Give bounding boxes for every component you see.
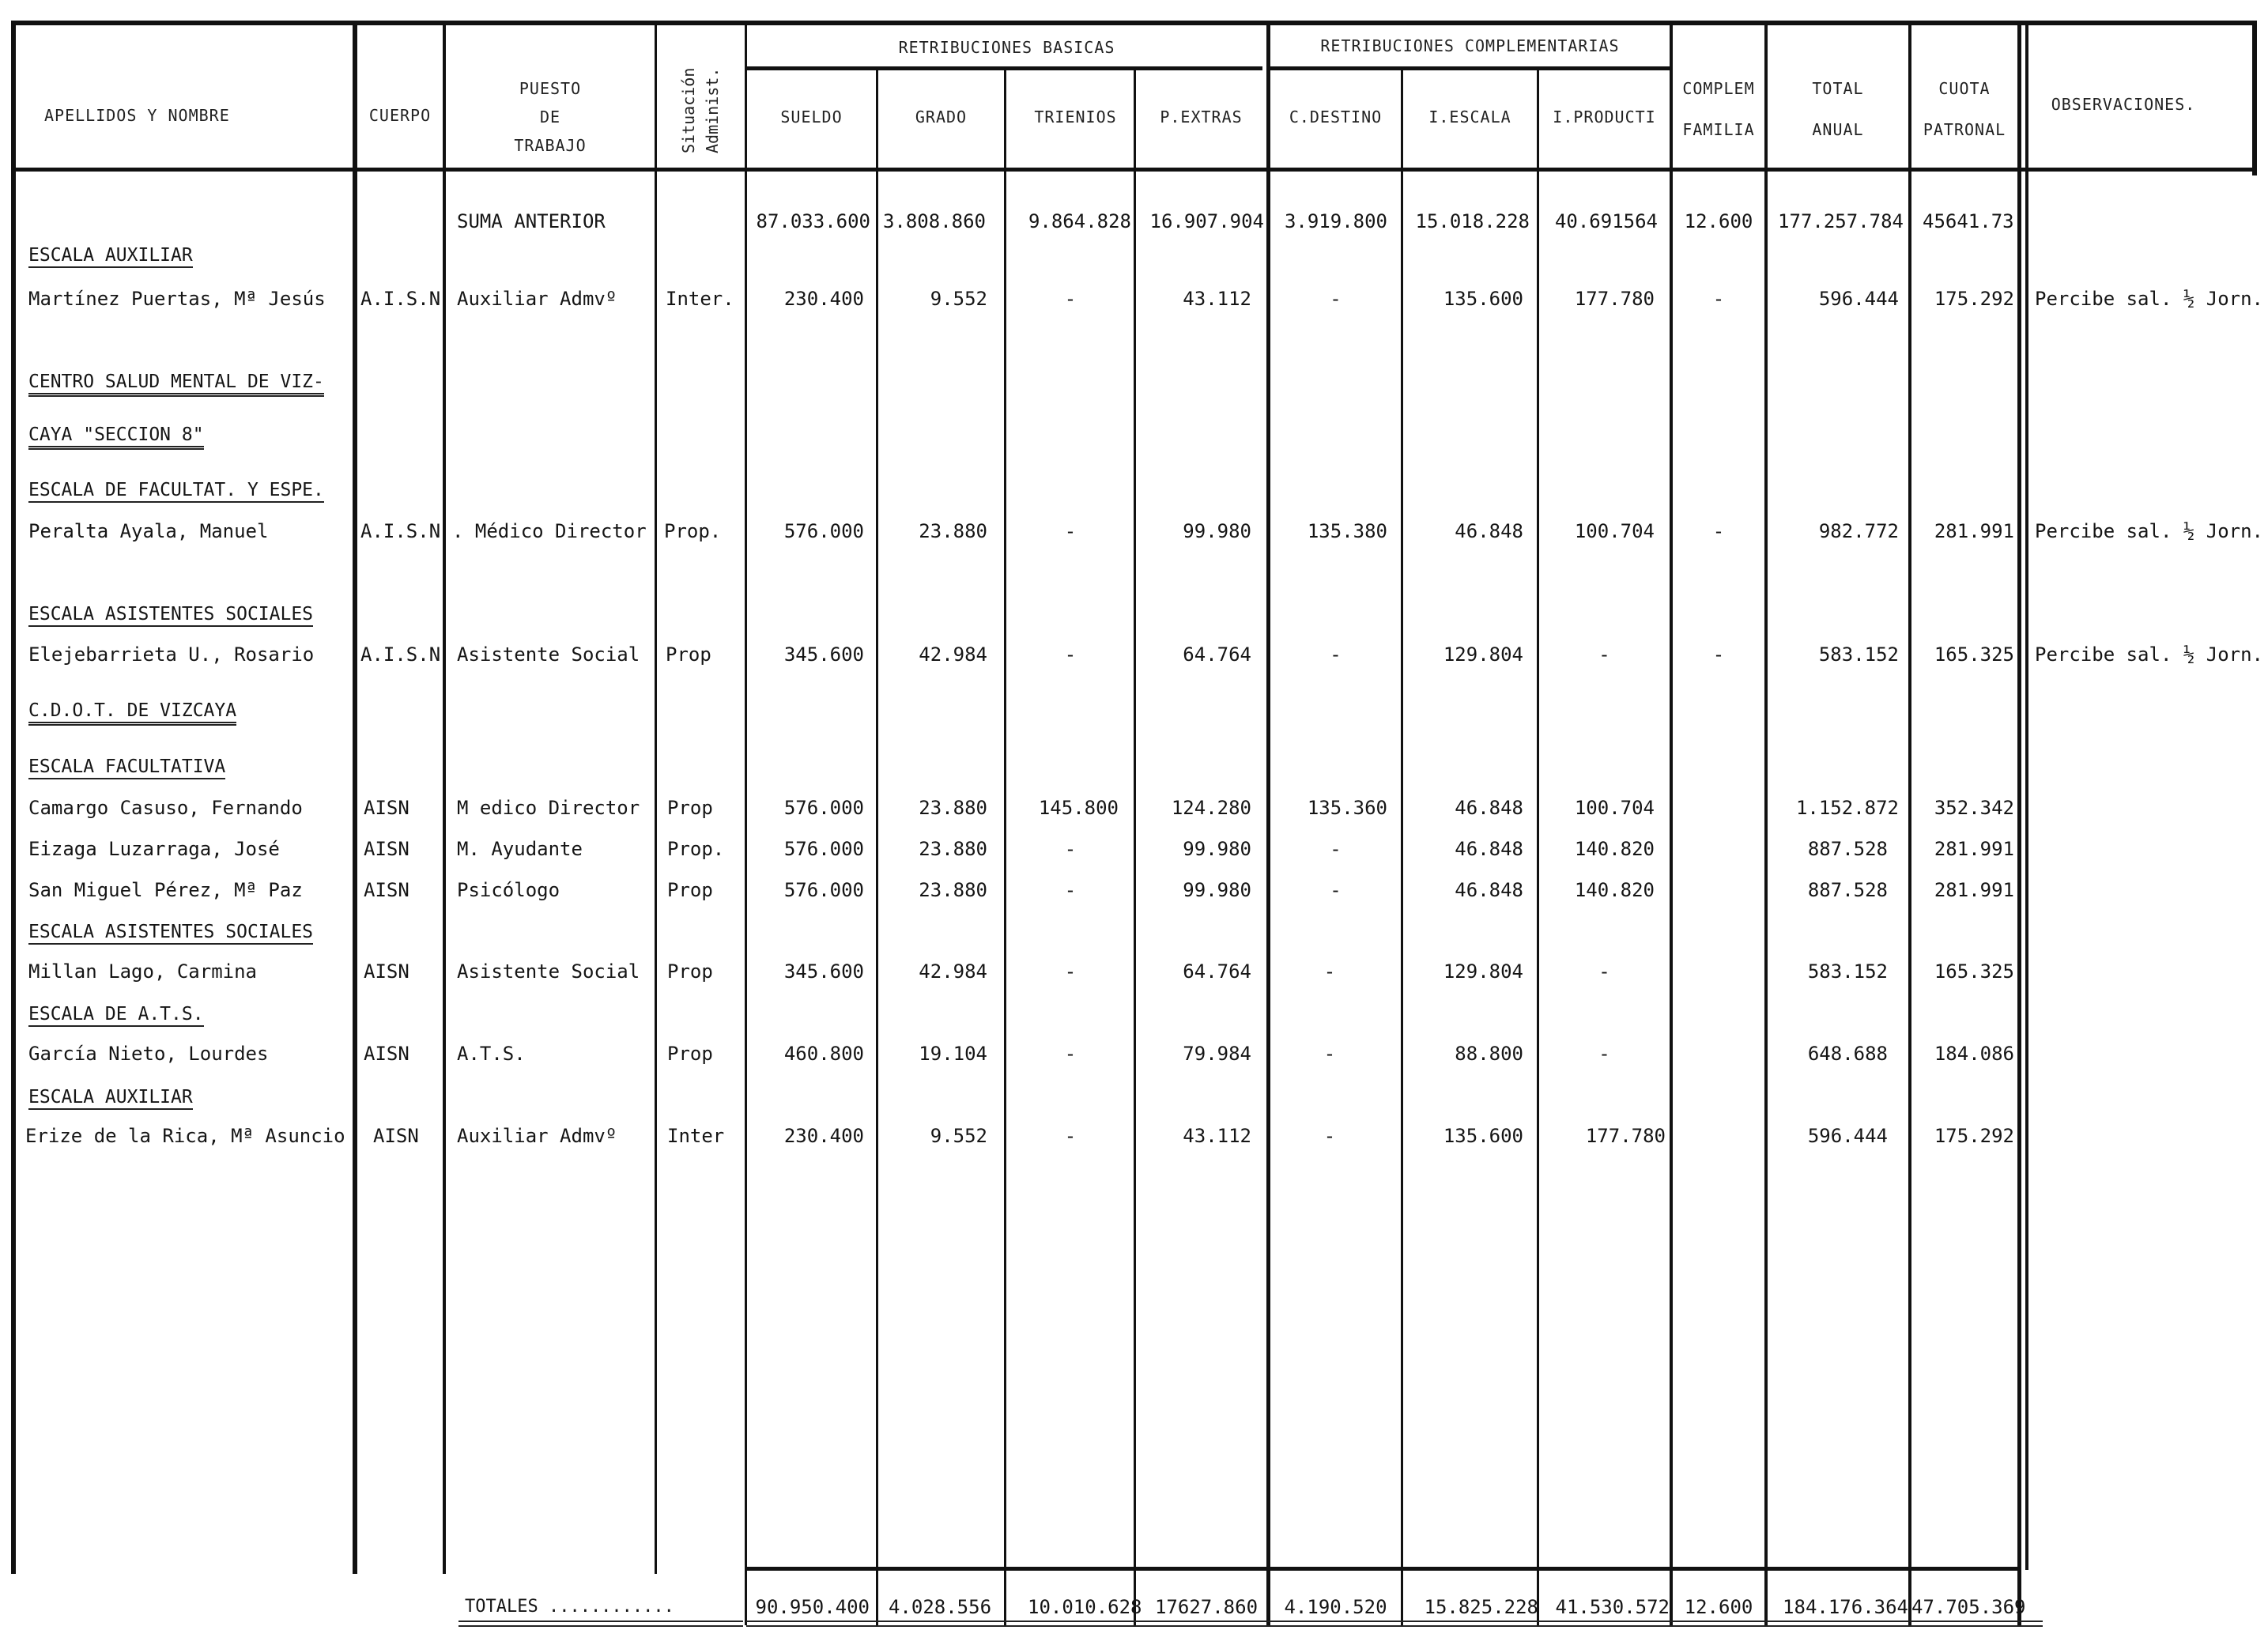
- cell-total: 596.444: [1818, 288, 1899, 310]
- cell-cdestino: -: [1330, 838, 1342, 860]
- table-row: [0, 833, 2268, 865]
- cell-grado: 23.880: [919, 797, 987, 819]
- cell-cuerpo: AISN: [364, 838, 409, 860]
- cell-iproductividad: -: [1598, 1043, 1610, 1065]
- cell-pextras: 43.112: [1183, 288, 1251, 310]
- cell-puesto: . Médico Director: [452, 520, 647, 542]
- header-cdestino: C.DESTINO: [1289, 108, 1383, 126]
- cell-observaciones: [2035, 1120, 2264, 1152]
- cell-observaciones: [2035, 1038, 2264, 1070]
- cell-sueldo: 230.400: [783, 288, 864, 310]
- cell-puesto: Auxiliar Admvº: [457, 1125, 617, 1147]
- cell-observaciones: [2035, 874, 2264, 906]
- cell-cuerpo: A.I.S.N: [360, 643, 441, 666]
- section-escala-facultativa: ESCALA FACULTATIVA: [28, 753, 225, 780]
- header-complem-1: COMPLEM: [1682, 79, 1755, 98]
- header-observaciones: OBSERVACIONES.: [2051, 95, 2196, 114]
- section-centro-salud-mental: CENTRO SALUD MENTAL DE VIZ-: [28, 368, 324, 395]
- total-cuota: 47.705.369: [1911, 1596, 2026, 1618]
- cell-trienios: -: [1064, 520, 1077, 542]
- total-grado: 4.028.556: [888, 1596, 992, 1618]
- header-sueldo: SUELDO: [780, 108, 843, 126]
- section-escala-ats: ESCALA DE A.T.S.: [28, 1001, 204, 1028]
- cell-cuerpo: A.I.S.N: [360, 520, 441, 542]
- cell-complem: [1673, 1038, 1764, 1070]
- table-row: [0, 792, 2268, 824]
- cell-sueldo: 576.000: [783, 838, 864, 860]
- header-cuerpo: CUERPO: [368, 106, 432, 125]
- cell-complem: [1673, 956, 1764, 987]
- cell-iescala: 46.848: [1455, 797, 1523, 819]
- cell-pextras: 64.764: [1183, 960, 1251, 983]
- cell-cuerpo: A.I.S.N: [360, 288, 441, 310]
- section-escala-facultativa-especial: ESCALA DE FACULTAT. Y ESPE.: [28, 477, 324, 504]
- header-cuota-1: CUOTA: [1938, 79, 1991, 98]
- cell-grado: 3.808.860: [882, 210, 986, 232]
- cell-iproductividad: 100.704: [1574, 520, 1655, 542]
- header-pextras: P.EXTRAS: [1160, 108, 1243, 126]
- cell-nombre: Eizaga Luzarraga, José: [28, 838, 280, 860]
- cell-situacion: Prop: [666, 643, 711, 666]
- cell-grado: 9.552: [930, 288, 987, 310]
- cell-cdestino: 135.360: [1307, 797, 1387, 819]
- cell-cuerpo: AISN: [364, 1043, 409, 1065]
- header-puesto-2: DE: [539, 108, 561, 126]
- total-anual: 184.176.364: [1783, 1596, 1908, 1618]
- cell-cdestino: -: [1330, 643, 1342, 666]
- cell-observaciones: [2035, 792, 2264, 824]
- header-situacion-2: Administ.: [703, 67, 722, 153]
- table-row: [0, 1038, 2268, 1070]
- cell-nombre: Camargo Casuso, Fernando: [28, 797, 303, 819]
- suma-anterior-label: SUMA ANTERIOR: [457, 210, 606, 232]
- cell-cdestino: -: [1330, 288, 1342, 310]
- cell-iproductividad: 40.691564: [1554, 210, 1658, 232]
- cell-observaciones: Percibe sal. ½ Jorn.: [2035, 288, 2263, 310]
- cell-pextras: 99.980: [1183, 838, 1251, 860]
- cell-complem: -: [1712, 288, 1725, 310]
- cell-iproductividad: -: [1598, 960, 1610, 983]
- cell-cuota: 281.991: [1934, 838, 2014, 860]
- cell-iproductividad: 177.780: [1585, 1125, 1666, 1147]
- table-row: [0, 515, 2268, 547]
- cell-trienios: -: [1064, 838, 1077, 860]
- header-situacion-1: Situación: [679, 67, 698, 153]
- cell-cdestino: -: [1323, 1125, 1336, 1147]
- cell-complem: 12.600: [1684, 210, 1753, 232]
- cell-trienios: 9.864.828: [1028, 210, 1131, 232]
- cell-iproductividad: 140.820: [1574, 838, 1655, 860]
- cell-grado: 42.984: [919, 643, 987, 666]
- suma-anterior-row: [0, 206, 2268, 237]
- cell-situacion: Prop: [667, 797, 713, 819]
- cell-puesto: A.T.S.: [457, 1043, 526, 1065]
- cell-iescala: 135.600: [1443, 1125, 1523, 1147]
- cell-grado: 42.984: [919, 960, 987, 983]
- cell-grado: 19.104: [919, 1043, 987, 1065]
- total-cdestino: 4.190.520: [1284, 1596, 1387, 1618]
- totales-double-underline-left: [459, 1621, 743, 1627]
- cell-iescala: 129.804: [1443, 960, 1523, 983]
- cell-cuota: 184.086: [1934, 1043, 2014, 1065]
- cell-cuota: 352.342: [1934, 797, 2014, 819]
- header-puesto-3: TRABAJO: [514, 136, 587, 155]
- cell-iproductividad: 177.780: [1574, 288, 1655, 310]
- section-caya-seccion: CAYA "SECCION 8": [28, 421, 204, 448]
- totales-double-underline-right: [746, 1621, 2043, 1627]
- header-total-1: TOTAL: [1812, 79, 1864, 98]
- header-group-complementarias: RETRIBUCIONES COMPLEMENTARIAS: [1320, 36, 1620, 55]
- cell-iescala: 46.848: [1455, 520, 1523, 542]
- cell-complem: [1673, 874, 1764, 906]
- cell-iescala: 129.804: [1443, 643, 1523, 666]
- cell-situacion: Inter: [667, 1125, 725, 1147]
- cell-cdestino: -: [1323, 1043, 1336, 1065]
- table-row: [0, 283, 2268, 315]
- cell-complem: -: [1712, 643, 1725, 666]
- cell-complem: [1673, 833, 1764, 865]
- cell-cuota: 165.325: [1934, 643, 2014, 666]
- cell-observaciones: Percibe sal. ½ Jorn.: [2035, 643, 2263, 666]
- cell-total: 887.528: [1807, 879, 1888, 901]
- header-total-2: ANUAL: [1812, 120, 1864, 139]
- cell-cuota: 165.325: [1934, 960, 2014, 983]
- cell-nombre: Peralta Ayala, Manuel: [28, 520, 269, 542]
- cell-nombre: Martínez Puertas, Mª Jesús: [28, 288, 326, 310]
- cell-total: 648.688: [1807, 1043, 1888, 1065]
- cell-cuerpo: AISN: [364, 797, 409, 819]
- cell-cuota: 175.292: [1934, 288, 2014, 310]
- cell-iescala: 46.848: [1455, 879, 1523, 901]
- cell-nombre: García Nieto, Lourdes: [28, 1043, 269, 1065]
- cell-situacion: Prop: [667, 879, 713, 901]
- cell-nombre: Millan Lago, Carmina: [28, 960, 257, 983]
- header-puesto-1: PUESTO: [519, 79, 582, 98]
- cell-sueldo: 345.600: [783, 643, 864, 666]
- header-group-basicas: RETRIBUCIONES BASICAS: [898, 38, 1115, 57]
- cell-pextras: 64.764: [1183, 643, 1251, 666]
- total-trienios: 10.010.628: [1028, 1596, 1142, 1618]
- cell-sueldo: 345.600: [783, 960, 864, 983]
- cell-iproductividad: 140.820: [1574, 879, 1655, 901]
- cell-puesto: Asistente Social: [457, 960, 640, 983]
- cell-grado: 23.880: [919, 838, 987, 860]
- cell-situacion: Prop.: [667, 838, 725, 860]
- cell-iproductividad: 100.704: [1574, 797, 1655, 819]
- cell-situacion: Prop.: [664, 520, 722, 542]
- cell-puesto: Psicólogo: [457, 879, 560, 901]
- cell-trienios: -: [1064, 1043, 1077, 1065]
- total-sueldo: 90.950.400: [755, 1596, 870, 1618]
- cell-cdestino: -: [1330, 879, 1342, 901]
- cell-puesto: M edico Director: [457, 797, 640, 819]
- header-trienios: TRIENIOS: [1034, 108, 1117, 126]
- cell-observaciones: [2035, 956, 2264, 987]
- cell-puesto: M. Ayudante: [457, 838, 583, 860]
- cell-complem: -: [1712, 520, 1725, 542]
- cell-pextras: 79.984: [1183, 1043, 1251, 1065]
- cell-situacion: Prop: [667, 960, 713, 983]
- total-complem: 12.600: [1684, 1596, 1753, 1618]
- total-pextras: 17627.860: [1154, 1596, 1259, 1618]
- cell-total: 1.152.872: [1795, 797, 1899, 819]
- cell-situacion: Prop: [667, 1043, 713, 1065]
- cell-sueldo: 576.000: [783, 520, 864, 542]
- cell-pextras: 16.907.904: [1149, 210, 1264, 232]
- cell-cuerpo: AISN: [364, 960, 409, 983]
- header-grado: GRADO: [915, 108, 968, 126]
- cell-pextras: 124.280: [1171, 797, 1251, 819]
- cell-iescala: 46.848: [1455, 838, 1523, 860]
- cell-cuota: 175.292: [1934, 1125, 2014, 1147]
- header-iproductividad: I.PRODUCTI: [1553, 108, 1656, 126]
- cell-cuota: 281.991: [1934, 520, 2014, 542]
- cell-trienios: -: [1064, 879, 1077, 901]
- cell-cuota: 45641.73: [1923, 210, 2014, 232]
- cell-cuerpo: AISN: [373, 1125, 419, 1147]
- cell-pextras: 99.980: [1183, 520, 1251, 542]
- cell-iescala: 88.800: [1455, 1043, 1523, 1065]
- cell-cuerpo: AISN: [364, 879, 409, 901]
- cell-complem: [1673, 792, 1764, 824]
- cell-observaciones: [2035, 833, 2264, 865]
- cell-pextras: 99.980: [1183, 879, 1251, 901]
- cell-puesto: Auxiliar Admvº: [457, 288, 617, 310]
- header-complem-2: FAMILIA: [1682, 120, 1755, 139]
- table-row: [0, 956, 2268, 987]
- cell-cdestino: 3.919.800: [1284, 210, 1387, 232]
- cell-total: 583.152: [1818, 643, 1899, 666]
- cell-puesto: Asistente Social: [457, 643, 640, 666]
- cell-observaciones: Percibe sal. ½ Jorn.: [2035, 520, 2263, 542]
- cell-cuota: 281.991: [1934, 879, 2014, 901]
- cell-cdestino: 135.380: [1307, 520, 1387, 542]
- cell-nombre: Elejebarrieta U., Rosario: [28, 643, 315, 666]
- header-apellidos: APELLIDOS Y NOMBRE: [44, 106, 230, 125]
- section-escala-asistentes-sociales: ESCALA ASISTENTES SOCIALES: [28, 601, 313, 628]
- header-cuota-2: PATRONAL: [1923, 120, 2006, 139]
- cell-sueldo: 576.000: [783, 879, 864, 901]
- cell-situacion: Inter.: [666, 288, 734, 310]
- header-iescala: I.ESCALA: [1428, 108, 1511, 126]
- table-row: [0, 639, 2268, 670]
- cell-total: 177.257.784: [1778, 210, 1904, 232]
- cell-total: 982.772: [1818, 520, 1899, 542]
- cell-grado: 23.880: [919, 520, 987, 542]
- section-escala-auxiliar-2: ESCALA AUXILIAR: [28, 1084, 193, 1111]
- cell-nombre: Erize de la Rica, Mª Asuncio: [25, 1125, 345, 1147]
- cell-sueldo: 460.800: [783, 1043, 864, 1065]
- section-cdot-vizcaya: C.D.O.T. DE VIZCAYA: [28, 697, 236, 724]
- cell-iescala: 135.600: [1443, 288, 1523, 310]
- cell-nombre: San Miguel Pérez, Mª Paz: [28, 879, 303, 901]
- cell-total: 583.152: [1807, 960, 1888, 983]
- table-row: [0, 874, 2268, 906]
- cell-trienios: -: [1064, 643, 1077, 666]
- cell-grado: 9.552: [930, 1125, 987, 1147]
- totales-label: TOTALES ............: [465, 1597, 674, 1617]
- cell-cdestino: -: [1323, 960, 1336, 983]
- cell-total: 887.528: [1807, 838, 1888, 860]
- cell-sueldo: 576.000: [783, 797, 864, 819]
- cell-sueldo: 230.400: [783, 1125, 864, 1147]
- cell-grado: 23.880: [919, 879, 987, 901]
- header-situacion: [677, 35, 724, 153]
- section-escala-asistentes-sociales-2: ESCALA ASISTENTES SOCIALES: [28, 919, 313, 945]
- cell-trienios: -: [1064, 1125, 1077, 1147]
- table-row: [0, 1120, 2268, 1152]
- cell-iproductividad: -: [1598, 643, 1610, 666]
- cell-complem: [1673, 1120, 1764, 1152]
- total-iescala: 15.825.228: [1424, 1596, 1538, 1618]
- cell-total: 596.444: [1807, 1125, 1888, 1147]
- cell-trienios: -: [1064, 960, 1077, 983]
- cell-iescala: 15.018.228: [1415, 210, 1530, 232]
- cell-sueldo: 87.033.600: [756, 210, 870, 232]
- cell-trienios: 145.800: [1038, 797, 1119, 819]
- cell-trienios: -: [1064, 288, 1077, 310]
- cell-pextras: 43.112: [1183, 1125, 1251, 1147]
- total-iproductividad: 41.530.572: [1555, 1596, 1670, 1618]
- section-escala-auxiliar: ESCALA AUXILIAR: [28, 242, 193, 269]
